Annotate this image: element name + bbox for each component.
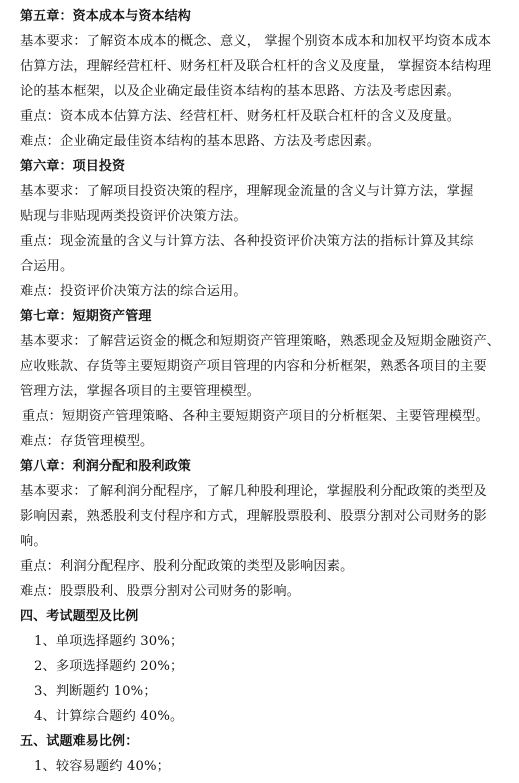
chapter-6-key-points-line-1: 重点：现金流量的含义与计算方法、各种投资评价决策方法的指标计算及其综 xyxy=(20,234,474,249)
chapter-8-requirement-line-1: 基本要求：了解利润分配程序，了解几种股利理论，掌握股利分配政策的类型及 xyxy=(20,484,487,499)
chapter-7-requirement-line-1: 基本要求：了解营运资金的概念和短期资产管理策略，熟悉现金及短期金融资产、 xyxy=(20,334,501,349)
chapter-7-key-points: 重点：短期资产管理策略、各种主要短期资产项目的分析框架、主要管理模型。 xyxy=(22,409,489,424)
chapter-6-difficult-points: 难点：投资评价决策方法的综合运用。 xyxy=(20,284,247,299)
section-5-title: 五、试题难易比例： xyxy=(20,734,139,749)
chapter-7-requirement-line-3: 管理方法，掌握各项目的主要管理模型。 xyxy=(20,384,261,399)
section-5-item-1: 1、较容易题约 40%； xyxy=(34,759,171,774)
chapter-5-title: 第五章：资本成本与资本结构 xyxy=(20,9,191,24)
chapter-7-title: 第七章：短期资产管理 xyxy=(20,309,152,324)
section-4-item-2: 2、多项选择题约 20%； xyxy=(34,659,184,674)
section-4-item-3: 3、判断题约 10%； xyxy=(34,684,157,699)
chapter-6-title: 第六章：项目投资 xyxy=(20,159,126,174)
chapter-5-requirement-line-1: 基本要求：了解资本成本的概念、意义， 掌握个别资本成本和加权平均资本成本 xyxy=(20,34,492,49)
chapter-8-difficult-points: 难点：股票股利、股票分割对公司财务的影响。 xyxy=(20,584,301,599)
chapter-8-requirement-line-3: 响。 xyxy=(20,534,47,549)
chapter-8-title: 第八章：利润分配和股利政策 xyxy=(20,459,191,474)
chapter-6-key-points-line-2: 合运用。 xyxy=(20,259,74,274)
chapter-5-key-points: 重点：资本成本估算方法、经营杠杆、财务杠杆及联合杠杆的含义及度量。 xyxy=(20,109,461,124)
chapter-7-difficult-points: 难点：存货管理模型。 xyxy=(20,434,154,449)
chapter-6-requirement-line-2: 贴现与非贴现两类投资评价决策方法。 xyxy=(20,209,247,224)
section-4-item-4: 4、计算综合题约 40%。 xyxy=(34,709,184,724)
chapter-8-key-points: 重点：利润分配程序、股利分配政策的类型及影响因素。 xyxy=(20,559,354,574)
section-4-title: 四、考试题型及比例 xyxy=(20,609,139,624)
section-4-item-1: 1、单项选择题约 30%； xyxy=(34,634,184,649)
chapter-5-requirement-line-3: 论的基本框架，以及企业确定最佳资本结构的基本思路、方法及考虑因素。 xyxy=(20,84,461,99)
chapter-8-requirement-line-2: 影响因素，熟悉股利支付程序和方式，理解股票股利、股票分割对公司财务的影 xyxy=(20,509,487,524)
chapter-6-requirement-line-1: 基本要求：了解项目投资决策的程序，理解现金流量的含义与计算方法，掌握 xyxy=(20,184,474,199)
chapter-5-requirement-line-2: 估算方法，理解经营杠杆、财务杠杆及联合杠杆的含义及度量， 掌握资本结构理 xyxy=(20,59,492,74)
chapter-5-difficult-points: 难点：企业确定最佳资本结构的基本思路、方法及考虑因素。 xyxy=(20,134,381,149)
chapter-7-requirement-line-2: 应收账款、存货等主要短期资产项目管理的内容和分析框架，熟悉各项目的主要 xyxy=(20,359,487,374)
